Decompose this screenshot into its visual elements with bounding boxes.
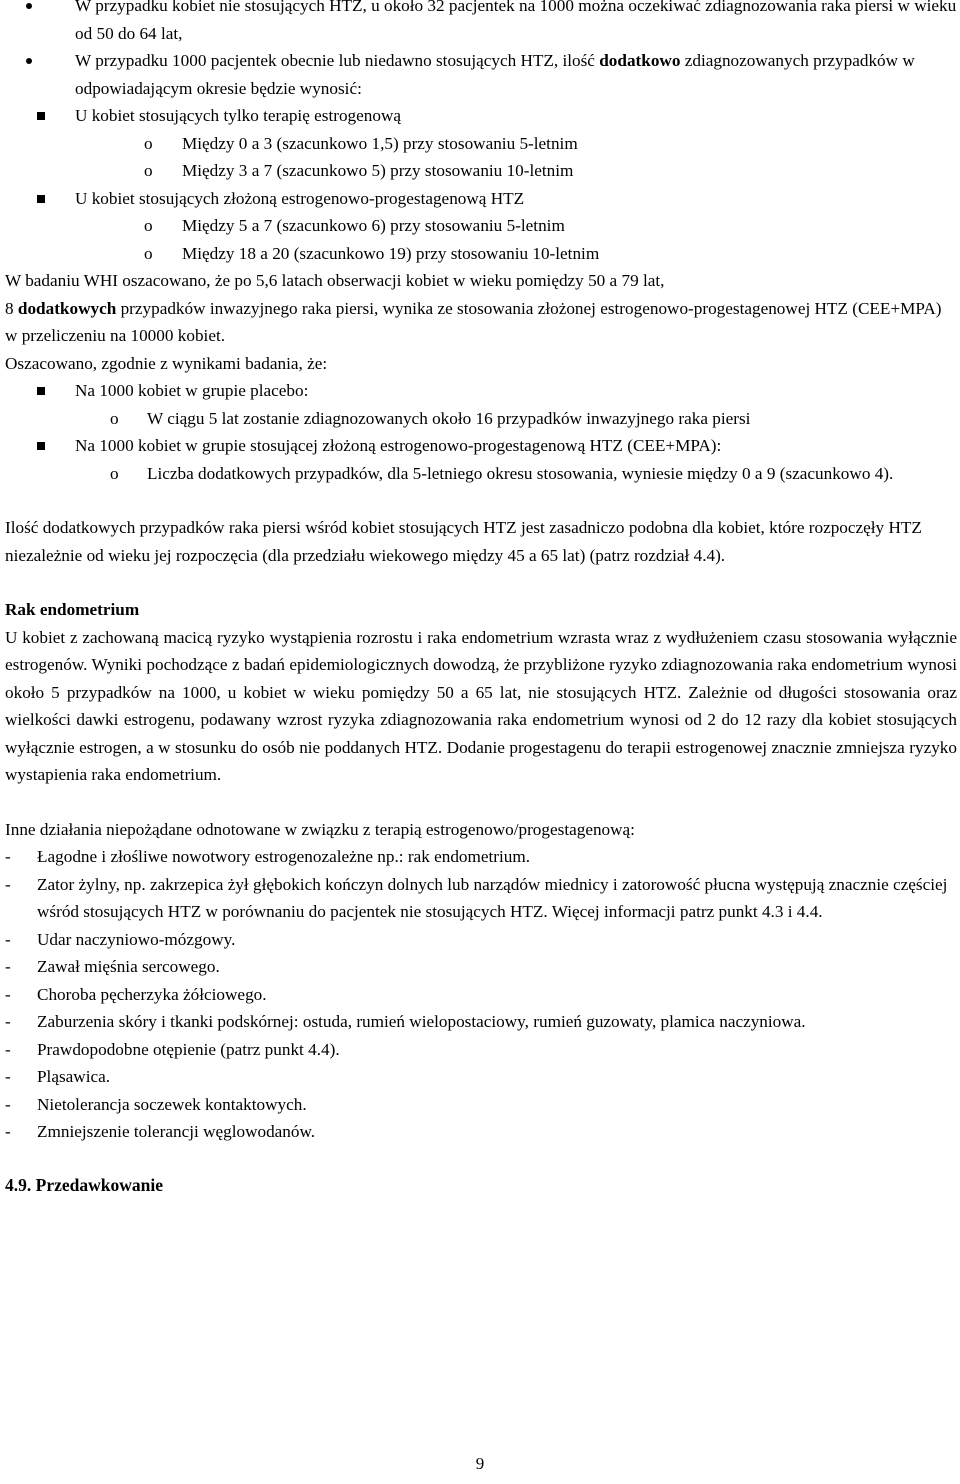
dash-marker: - [5,929,11,949]
list-item [5,981,957,1009]
list-item-text: Zaburzenia skóry i tkanki podskórnej: ostuda, rumień wielopostaciowy, rumień guzowaty, plamica naczyniowa. [37,1012,806,1031]
adverse-effects-list [5,843,957,1146]
circle-bullet-text: Między 5 a 7 (szacunkowo 6) przy stosowaniu 5-letnim [182,216,565,235]
circle-bullet-item [5,405,957,433]
circle-bullet-icon: o [110,408,119,428]
circle-bullet-text: Między 18 a 20 (szacunkowo 19) przy stosowaniu 10-letnim [182,243,600,263]
whi-text-bold: dodatkowych [17,298,117,318]
estimate-intro: Oszacowano, zgodnie z wynikami badania, że: [5,353,328,373]
list-item [5,1118,957,1146]
list-item [5,953,957,981]
square-bullet-text: U kobiet stosujących tylko terapię estrogenową [75,106,401,125]
list-item-text: Zawał mięśnia sercowego. [37,957,220,976]
bullet-text-pre: W przypadku 1000 pacjentek obecnie lub niedawno stosujących HTZ, ilość [75,51,600,70]
dash-marker: - [5,957,11,976]
list-item [5,871,957,926]
bullet-dot-icon [26,58,32,64]
square-bullet-text: U kobiet stosujących złożoną estrogenowo-progestagenową HTZ [75,188,525,208]
list-item-text: Zmniejszenie tolerancji węglowodanów. [37,1122,316,1141]
dash-marker: - [5,1094,11,1114]
circle-bullet-icon: o [144,243,153,263]
list-item-text: Udar naczyniowo-mózgowy. [37,929,236,949]
list-item [5,843,957,871]
list-item [5,1091,957,1119]
whi-text-pre: 8 [5,298,18,318]
dash-marker: - [5,1039,11,1059]
square-bullet-text: Na 1000 kobiet w grupie placebo: [75,381,309,400]
circle-bullet-icon: o [110,463,119,483]
section-heading-przedawkowanie: 4.9. Przedawkowanie [5,1174,163,1195]
whi-paragraph [5,295,957,350]
square-bullet-icon [37,387,45,395]
bullet-dot-icon [26,3,32,9]
inne-intro: Inne działania niepożądane odnotowane w związku z terapią estrogenowo/progestagenową: [5,819,635,839]
list-item [5,1008,957,1036]
list-item-text: Łagodne i złośliwe nowotwory estrogenozależne np.: rak endometrium. [37,847,531,866]
circle-bullet-item [5,130,957,158]
circle-bullet-item [5,460,957,488]
square-bullet-icon [37,195,45,203]
dash-marker: - [5,847,11,866]
paragraph-rak-endometrium: U kobiet z zachowaną macicą ryzyko wystąpienia rozrostu i raka endometrium wzrasta wraz z wydłużeniem czasu stosowania wyłącznie estrogenów. Wyniki pochodzące z badań epidemiologicznych dowodzą, że przybliżone ryzyko zdiagnozowania raka endometrium wynosi około 5 przypadków na 1000, u kobiet w wieku pomiędzy 50 a 65 lat, nie stosujących HTZ. Zależnie od długości stosowania oraz wielkości dawki estrogenu, podawany wzrost ryzyka zdiagnozowania raka endometrium wynosi od 2 do 12 razy dla kobiet stosujących wyłącznie estrogen, a w stosunku do osób nie poddanych HTZ. Dodanie progestagenu do terapii estrogenowej znacznie zmniejsza ryzyko wystapienia raka endometrium. [5,627,957,784]
square-bullet-item [5,185,957,213]
circle-bullet-icon: o [144,216,153,235]
circle-bullet-item [5,240,957,268]
dash-marker: - [5,1012,11,1031]
whi-line-1: W badaniu WHI oszacowano, że po 5,6 latach obserwacji kobiet w wieku pomiędzy 50 a 79 lat, [5,271,665,290]
circle-bullet-text: W ciągu 5 lat zostanie zdiagnozowanych około 16 przypadków inwazyjnego raka piersi [147,408,751,428]
square-bullet-icon [37,112,45,120]
circle-bullet-text: Między 0 a 3 (szacunkowo 1,5) przy stosowaniu 5-letnim [182,133,578,153]
square-bullet-item [5,102,957,130]
square-bullet-icon [37,442,45,450]
document-page [5,0,957,1199]
page-number: 9 [475,1454,485,1473]
circle-bullet-text: Liczba dodatkowych przypadków, dla 5-letniego okresu stosowania, wyniesie między 0 a 9 (szacunkowo 4). [147,463,894,483]
list-item-text: Prawdopodobne otępienie (patrz punkt 4.4). [37,1039,340,1059]
dash-marker: - [5,984,11,1004]
circle-bullet-item [5,212,957,240]
list-item [5,1036,957,1064]
square-bullet-text: Na 1000 kobiet w grupie stosującej złożoną estrogenowo-progestagenową HTZ (CEE+MPA): [75,436,722,455]
list-item-text: Pląsawica. [37,1067,111,1086]
list-item [5,1063,957,1091]
paragraph-ilosc: Ilość dodatkowych przypadków raka piersi wśród kobiet stosujących HTZ jest zasadniczo podobna dla kobiet, które rozpoczęły HTZ niezależnie od wieku jej rozpoczęcia (dla przedziału wiekowego między 45 a 65 lat) (patrz rozdział 4.4). [5,518,922,565]
circle-bullet-text: Między 3 a 7 (szacunkowo 5) przy stosowaniu 10-letnim [182,161,574,180]
list-item-text: Nietolerancja soczewek kontaktowych. [37,1094,307,1114]
bullet-text-post: zdiagnozowanych przypadków w odpowiadającym okresie będzie wynosić: [75,51,915,98]
dash-marker: - [5,874,11,894]
whi-text-post: przypadków inwazyjnego raka piersi, wynika ze stosowania złożonej estrogenowo-progestagenowej HTZ (CEE+MPA) w przeliczeniu na 10000 kobiet. [5,298,942,345]
dash-marker: - [5,1122,11,1141]
bullet-item [5,0,957,47]
list-item [5,926,957,954]
list-item-text: Choroba pęcherzyka żółciowego. [37,984,267,1004]
square-bullet-item [5,432,957,460]
circle-bullet-item [5,157,957,185]
bullet-text-bold: dodatkowo [599,51,681,70]
bullet-text: W przypadku kobiet nie stosujących HTZ, u około 32 pacjentek na 1000 można oczekiwać zdiagnozowania raka piersi w wieku od 50 do 64 lat, [75,0,957,43]
dash-marker: - [5,1067,11,1086]
circle-bullet-icon: o [144,133,153,153]
square-bullet-item [5,377,957,405]
section-heading-rak-endometrium: Rak endometrium [5,600,140,619]
circle-bullet-icon: o [144,161,153,180]
list-item-text: Zator żylny, np. zakrzepica żył głębokich kończyn dolnych lub narządów miednicy i zatorowość płucna występują znacznie częściej wśród stosujących HTZ w porównaniu do pacjentek nie stosujących HTZ. Więcej informacji patrz punkt 4.3 i 4.4. [37,874,948,921]
bullet-item [5,47,957,102]
